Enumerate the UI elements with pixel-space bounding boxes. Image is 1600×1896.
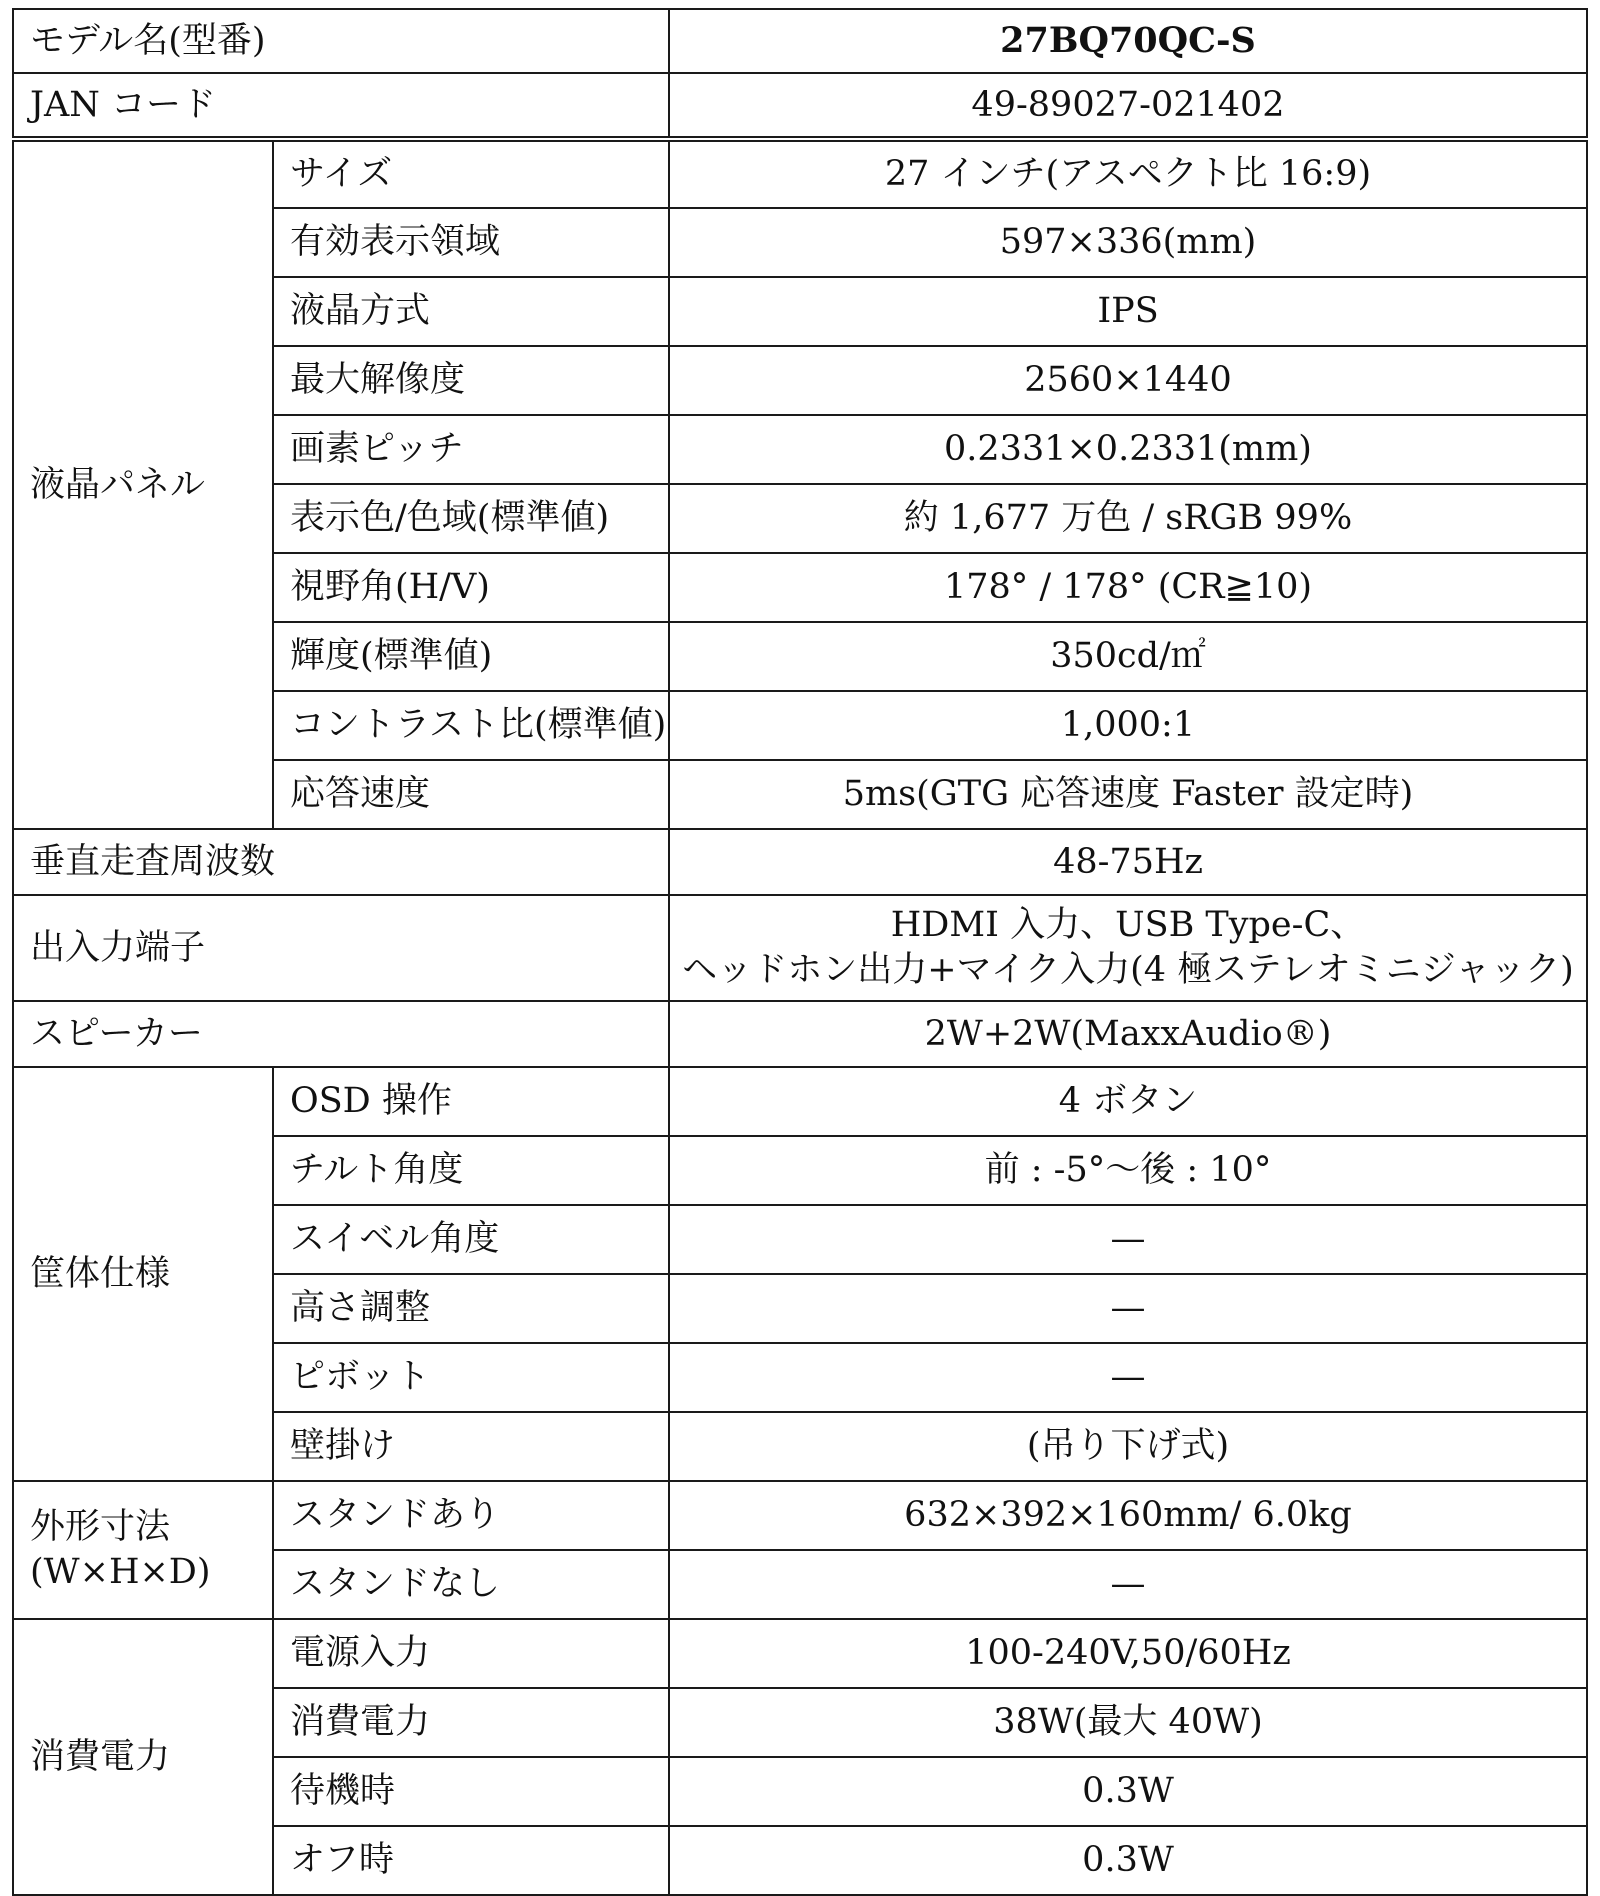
table-row [13,1619,1587,1688]
spec-sublabel: オフ時 [273,1826,669,1895]
spec-value: 前 : -5°～後 : 10° [669,1136,1587,1205]
table-row [13,829,1587,895]
spec-value: 38W(最大 40W) [669,1688,1587,1757]
spec-sublabel: 輝度(標準値) [273,622,669,691]
spec-value: 2560×1440 [669,346,1587,415]
table-row [13,895,1587,1001]
spec-value: 48-75Hz [669,829,1587,895]
spec-sublabel: ピボット [273,1343,669,1412]
spec-label: 垂直走査周波数 [13,829,669,895]
group-label-chassis: 筐体仕様 [13,1067,273,1481]
spec-value: 178° / 178° (CR≧10) [669,553,1587,622]
spec-sublabel: 応答速度 [273,760,669,829]
spec-sublabel: スイベル角度 [273,1205,669,1274]
spec-sublabel: 高さ調整 [273,1274,669,1343]
spec-sublabel: 最大解像度 [273,346,669,415]
spec-value: 1,000:1 [669,691,1587,760]
spec-sublabel: サイズ [273,139,669,208]
spec-sublabel: 待機時 [273,1757,669,1826]
group-label-line: (W×H×D) [30,1552,211,1592]
spec-value: 2W+2W(MaxxAudio®) [669,1001,1587,1067]
spec-value: 5ms(GTG 応答速度 Faster 設定時) [669,760,1587,829]
table-row [13,139,1587,208]
spec-value: 0.3W [669,1757,1587,1826]
spec-sublabel: コントラスト比(標準値) [273,691,669,760]
group-label-line: 外形寸法 [30,1506,171,1547]
spec-value: 597×336(mm) [669,208,1587,277]
spec-sublabel: 画素ピッチ [273,415,669,484]
spec-sublabel: 電源入力 [273,1619,669,1688]
spec-sublabel: スタンドあり [273,1481,669,1550]
spec-sublabel: 表示色/色域(標準値) [273,484,669,553]
spec-value: 100-240V,50/60Hz [669,1619,1587,1688]
spec-value: 49-89027-021402 [669,73,1587,139]
table-row [13,9,1587,73]
spec-sublabel: 壁掛け [273,1412,669,1481]
spec-sublabel: 視野角(H/V) [273,553,669,622]
spec-value: 0.3W [669,1826,1587,1895]
spec-value: 4 ボタン [669,1067,1587,1136]
spec-value [669,895,1587,1001]
table-row [13,1067,1587,1136]
spec-value: 27 インチ(アスペクト比 16:9) [669,139,1587,208]
spec-value: 0.2331×0.2331(mm) [669,415,1587,484]
spec-label: JAN コード [13,73,669,139]
table-row [13,1481,1587,1550]
spec-label: 出入力端子 [13,895,669,1001]
spec-sublabel: 液晶方式 [273,277,669,346]
group-label-panel: 液晶パネル [13,139,273,829]
spec-table [12,8,1588,1896]
group-label-power: 消費電力 [13,1619,273,1895]
spec-sublabel: OSD 操作 [273,1067,669,1136]
spec-sublabel: 消費電力 [273,1688,669,1757]
spec-value-line: ヘッドホン出力+マイク入力(4 極ステレオミニジャック) [682,950,1574,990]
group-label-dimensions [13,1481,273,1619]
spec-value: — [669,1274,1587,1343]
spec-value: — [669,1343,1587,1412]
spec-sublabel: チルト角度 [273,1136,669,1205]
spec-value: 約 1,677 万色 / sRGB 99% [669,484,1587,553]
spec-value: 27BQ70QC-S [669,9,1587,73]
table-row [13,1001,1587,1067]
spec-value: IPS [669,277,1587,346]
spec-value: 632×392×160mm/ 6.0kg [669,1481,1587,1550]
spec-value-line: HDMI 入力、USB Type-C、 [890,904,1366,945]
spec-label: モデル名(型番) [13,9,669,73]
spec-value: — [669,1550,1587,1619]
spec-value: (吊り下げ式) [669,1412,1587,1481]
spec-value: — [669,1205,1587,1274]
spec-label: スピーカー [13,1001,669,1067]
spec-sublabel: スタンドなし [273,1550,669,1619]
table-row [13,73,1587,139]
spec-value: 350cd/㎡ [669,622,1587,691]
spec-sublabel: 有効表示領域 [273,208,669,277]
